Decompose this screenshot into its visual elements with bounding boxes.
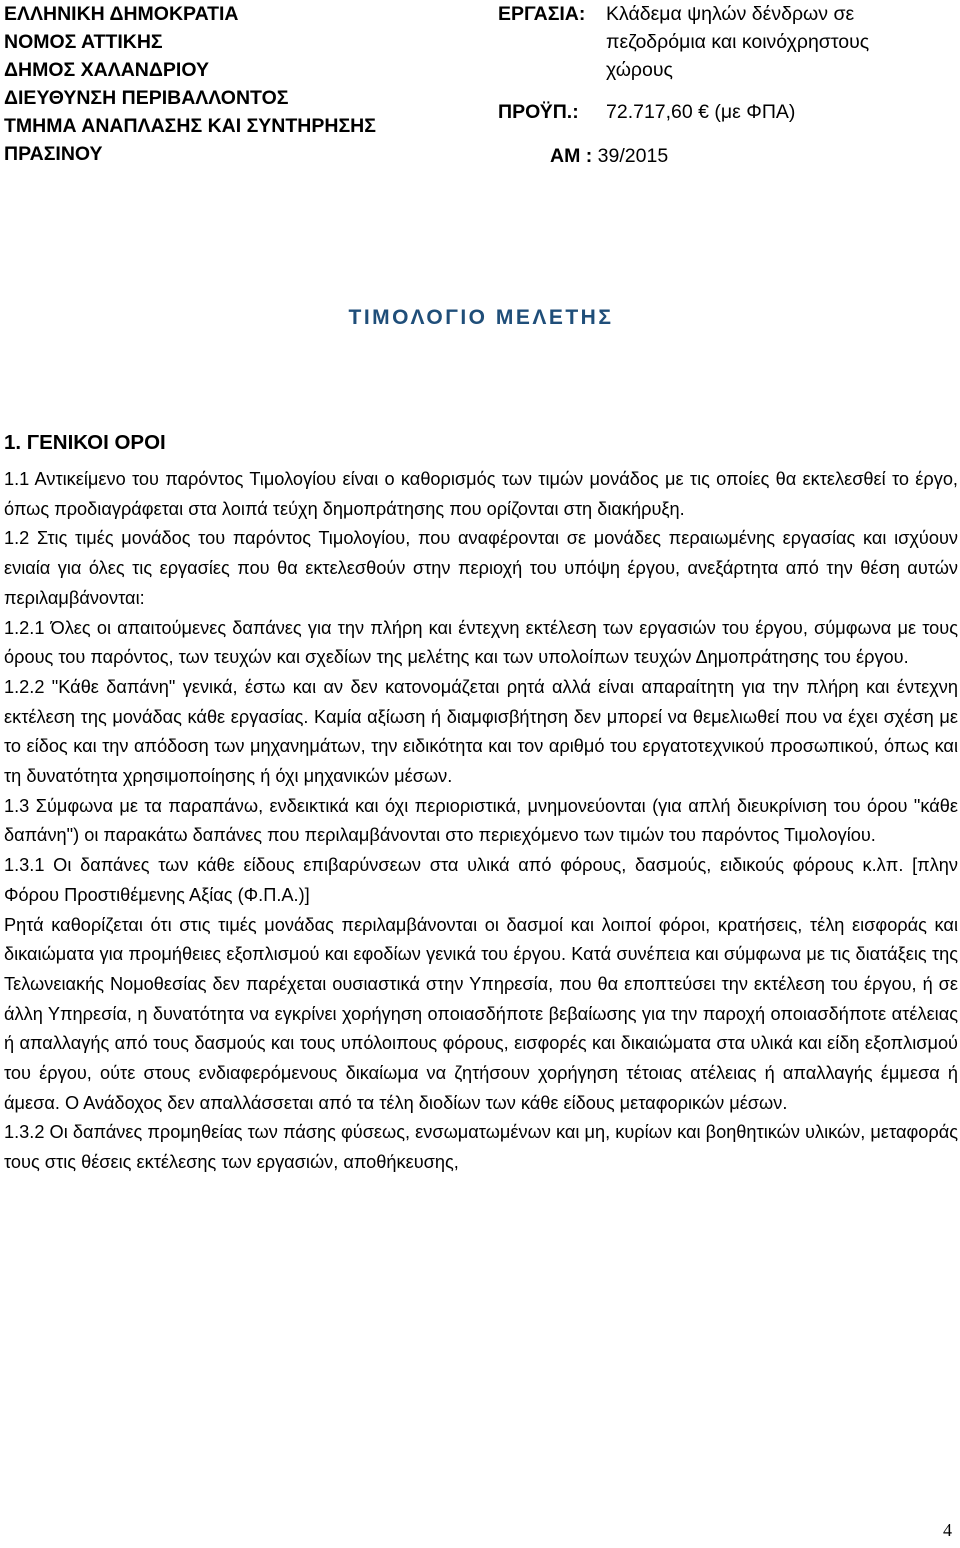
paragraph: 1.1 Αντικείμενο του παρόντος Τιμολογίου είναι ο καθορισμός των τιμών μονάδος με τις οποίες θα εκτελεσθεί το έργο, όπως προδιαγράφεται στα λοιπά τεύχη δημοπράτησης που ορίζονται στη διακήρυξη. — [4, 469, 958, 519]
am-row — [550, 142, 668, 170]
paragraph: 1.2 Στις τιμές μονάδος του παρόντος Τιμολογίου, που αναφέρονται σε μονάδες περαιωμένης εργασίας και ισχύουν ενιαία για όλες τις εργασίες που θα εκτελεσθούν στην περιοχή του υπόψη έργου, ανεξάρτητα από την θέση αυτών περιλαμβάνονται: — [4, 528, 958, 608]
work-label: ΕΡΓΑΣΙΑ: — [498, 3, 586, 25]
org-line: ΕΛΛΗΝΙΚΗ ΔΗΜΟΚΡΑΤΙΑ — [4, 3, 239, 25]
org-line: ΠΡΑΣΙΝΟΥ — [4, 143, 103, 165]
paragraph: 1.3.2 Οι δαπάνες προμηθείας των πάσης φύσεως, ενσωματωμένων και μη, κυρίων και βοηθητικών υλικών, μεταφοράς τους στις θέσεις εκτέλεσης των εργασιών, αποθήκευσης, — [4, 1122, 958, 1173]
org-line: ΔΗΜΟΣ ΧΑΛΑΝΔΡΙΟΥ — [4, 59, 209, 81]
paragraph: 1.2.2 "Κάθε δαπάνη" γενικά, έστω και αν δεν κατονομάζεται ρητά αλλά είναι απαραίτητη για την πλήρη και έντεχνη εκτέλεση της μονάδας κάθε εργασίας. Καμία αξίωση ή διαμφισβήτηση δεν μπορεί να θεμελιωθεί που να έχει σχέση με το είδος και την απόδοση των μηχανημάτων, την ειδικότητα και τον αριθμό του εργατοτεχνικού προσωπικού, όπως και τη δυνατότητα χρησιμοποίησης ή όχι μηχανικών μέσων. — [4, 676, 958, 787]
am-label: ΑΜ : — [550, 145, 593, 167]
paragraph: 1.3.1 Οι δαπάνες των κάθε είδους επιβαρύνσεων στα υλικά από φόρους, δασμούς, ειδικούς φόρους κ.λπ. [πλην Φόρου Προστιθέμενης Αξίας (Φ.Π.Α.)] — [4, 855, 958, 905]
paragraph: 1.3 Σύμφωνα με τα παραπάνω, ενδεικτικά και όχι περιοριστικά, μνημονεύονται (για απλή διευκρίνιση του όρου "κάθε δαπάνη") οι παρακάτω δαπάνες που περιλαμβάνονται στο περιεχόμενο των τιμών του παρόντος Τιμολογίου. — [4, 795, 958, 846]
project-info-block — [498, 0, 936, 167]
document-body — [4, 465, 958, 1178]
paragraph: 1.2.1 Όλες οι απαιτούμενες δαπάνες για την πλήρη και έντεχνη εκτέλεση των εργασιών του έργου, σύμφωνα με τους όρους του παρόντος, των τευχών και σχεδίων της μελέτης και των υπολοίπων τευχών Δημοπράτησης του έργου. — [4, 617, 958, 668]
work-title: Κλάδεμα ψηλών δένδρων σε πεζοδρόμια και κοινόχρηστους χώρους — [606, 3, 870, 81]
section-heading: 1. ΓΕΝΙΚΟΙ ΟΡΟΙ — [4, 431, 166, 454]
document-title: ΤΙΜΟΛΟΓΙΟ ΜΕΛΕΤΗΣ — [348, 306, 614, 329]
work-row — [498, 0, 936, 84]
budget-value: 72.717,60 € (με ΦΠΑ) — [606, 101, 796, 123]
org-line: ΤΜΗΜΑ ΑΝΑΠΛΑΣΗΣ ΚΑΙ ΣΥΝΤΗΡΗΣΗΣ — [4, 115, 376, 137]
paragraph: Ρητά καθορίζεται ότι στις τιμές μονάδας περιλαμβάνονται οι δασμοί και λοιποί φόροι, κρατήσεις, τέλη εισφοράς και δικαιώματα για προμήθειες εξοπλισμού και εφοδίων γενικά του έργου. Κατά συνέπεια και σύμφωνα με τις διατάξεις της Τελωνειακής Νομοθεσίας δεν παρέχεται ουσιαστικά στην Υπηρεσία, που θα εποπτεύσει την εκτέλεση του έργου, ή σε άλλη Υπηρεσία, η δυνατότητα να εγκρίνει χορήγηση οποιασδήποτε βεβαίωσης για την παροχή οποιασδήποτε ατέλειας ή απαλλαγής από τους δασμούς και τους υπόλοιπους φόρους, εισφορές και δικαιώματα στα υλικά και είδη εξοπλισμού του έργου, ούτε στους ενδιαφερόμενους δικαίωμα να ζητήσουν χορήγηση τέτοιας ατέλειας ή απαλλαγής έμμεσα ή άμεσα. Ο Ανάδοχος δεν απαλλάσσεται από τα τέλη διοδίων των κάθε είδους μεταφορικών μέσων. — [4, 914, 958, 1113]
organization-block — [4, 0, 376, 168]
org-line: ΔΙΕΥΘΥΝΣΗ ΠΕΡΙΒΑΛΛΟΝΤΟΣ — [4, 87, 289, 109]
am-value: 39/2015 — [597, 145, 669, 167]
org-line: ΝΟΜΟΣ ΑΤΤΙΚΗΣ — [4, 31, 163, 53]
budget-row — [498, 98, 936, 126]
budget-label: ΠΡΟΫΠ.: — [498, 101, 579, 123]
page-number: 4 — [943, 1520, 952, 1540]
